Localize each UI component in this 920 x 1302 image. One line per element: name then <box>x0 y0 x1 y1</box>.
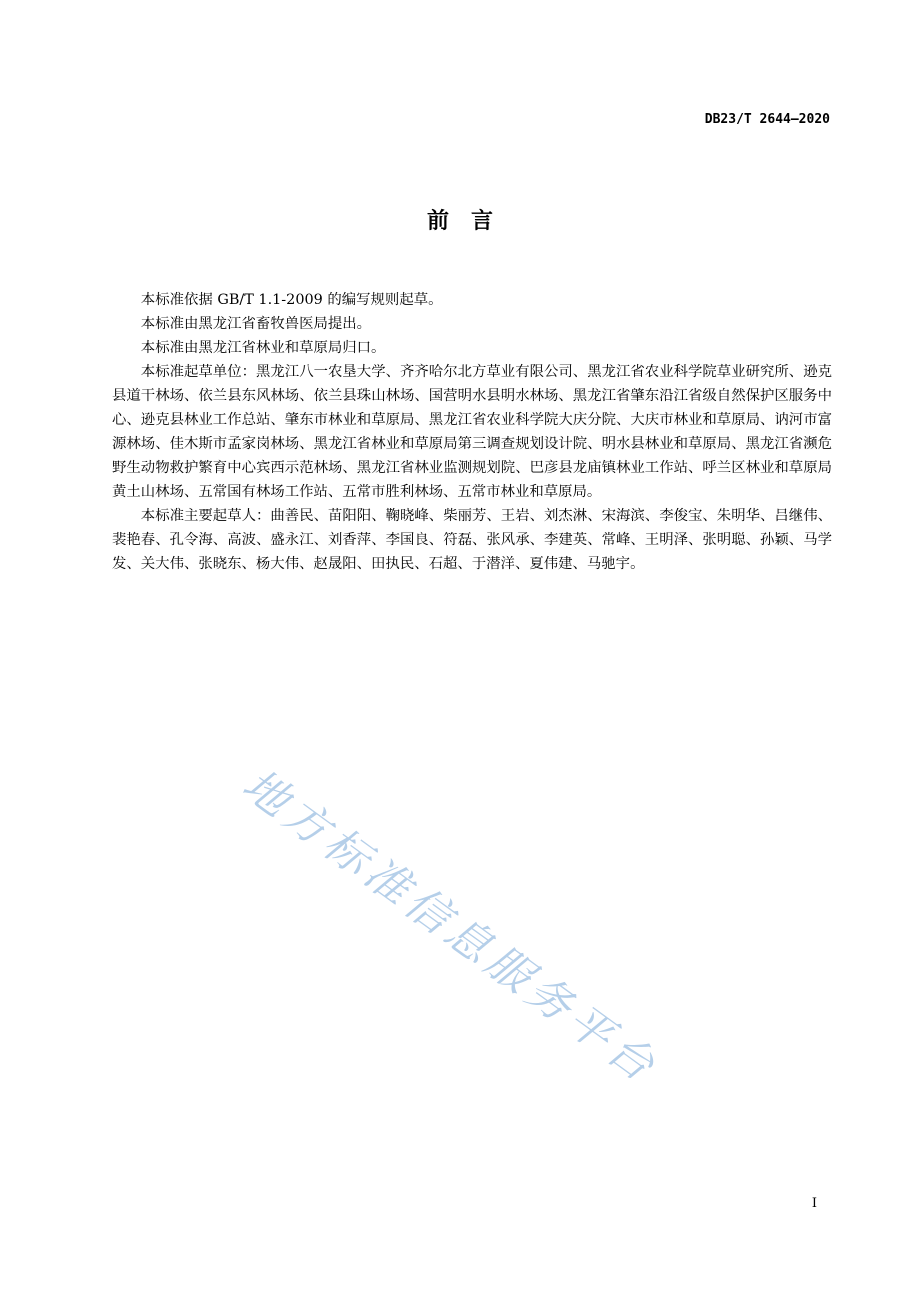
paragraph-administrator: 本标准由黑龙江省林业和草原局归口。 <box>140 340 386 356</box>
page-title: 前 言 <box>426 209 493 234</box>
paragraph-drafting-units: 本标准起草单位：黑龙江八一农垦大学、齐齐哈尔北方草业有限公司、黑龙江省农业科学院草业研究所、逊克县道干林场、依兰县东风林场、依兰县珠山林场、国营明水县明水林场、黑龙江省肇东沿江省级自然保护区服务中心、逊克县林业工作总站、肇东市林业和草原局、黑龙江省农业科学院大庆分院、大庆市林业和草原局、讷河市富源林场、佳木斯市孟家岗林场、黑龙江省林业和草原局第三调查规划设计院、明水县林业和草原局、黑龙江省濒危野生动物救护繁育中心宾西示范林场、黑龙江省林业监测规划院、巴彦县龙庙镇林业工作站、呼兰区林业和草原局黄土山林场、五常国有林场工作站、五常市胜利林场、五常市林业和草原局。 <box>112 364 832 500</box>
foreword-body <box>112 288 832 576</box>
page-number: I <box>811 1196 817 1211</box>
document-code: DB23/T 2644—2020 <box>704 112 830 127</box>
watermark: 地方标准信息服务平台 <box>233 759 668 1095</box>
paragraph-proposer: 本标准由黑龙江省畜牧兽医局提出。 <box>140 316 372 332</box>
paragraph-drafters: 本标准主要起草人：曲善民、苗阳阳、鞠晓峰、柴丽芳、王岩、刘杰淋、宋海滨、李俊宝、朱明华、吕继伟、裴艳春、孔令海、高波、盛永江、刘香萍、李国良、符磊、张风承、李建英、常峰、王明泽、张明聪、孙颖、马学发、关大伟、张晓东、杨大伟、赵晟阳、田执民、石超、于潜洋、夏伟建、马驰宇。 <box>112 508 832 572</box>
paragraph-drafting-rules: 本标准依据 GB/T 1.1-2009 的编写规则起草。 <box>140 292 443 308</box>
